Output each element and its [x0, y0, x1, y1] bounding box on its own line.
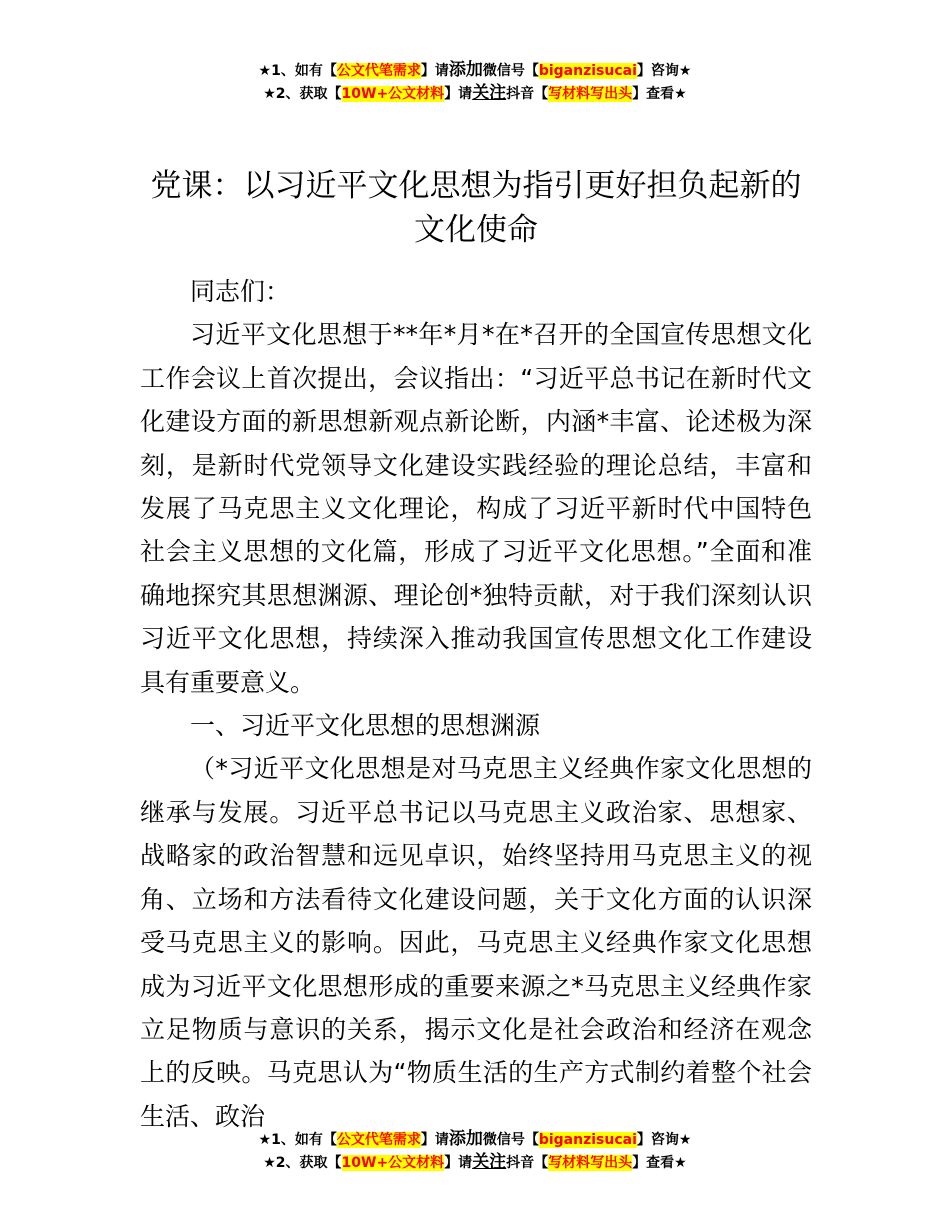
- banner-text: 微信号【: [482, 63, 539, 79]
- banner-emphasis: 关注: [472, 1152, 507, 1172]
- paragraph: （*习近平文化思想是对马克思主义经典作家文化思想的继承与发展。习近平总书记以马克思主义政治家、思想家、战略家的政治智慧和远见卓识，始终坚持用马克思主义的视角、立场和方法看待文化建设问题，关于文化方面的认识深受马克思主义的影响。因此，马克思主义经典作家文化思想成为习近平文化思想形成的重要来源之*马克思主义经典作家立足物质与意识的关系，揭示文化是社会政治和经济在观念上的反映。马克思认为“物质生活的生产方式制约着整个社会生活、政治: [140, 754, 812, 1131]
- banner-highlight: 公文代笔需求: [336, 1132, 421, 1148]
- banner-emphasis: 添加: [448, 1129, 483, 1149]
- section-heading: 一、习近平文化思想的思想渊源: [190, 711, 541, 741]
- banner-text: ★2、获取【: [263, 1155, 342, 1171]
- banner-text: 】请: [444, 1155, 473, 1171]
- banner-highlight: biganzisucai: [538, 1132, 637, 1148]
- banner-text: 】查看★: [632, 86, 687, 102]
- banner-highlight: 10W+公文材料: [341, 1155, 445, 1171]
- banner-highlight: 写材料写出头: [548, 1155, 633, 1171]
- banner-text: 】请: [420, 1132, 449, 1148]
- salutation: 同志们：: [190, 277, 291, 306]
- banner-text: ★2、获取【: [263, 86, 342, 102]
- banner-emphasis: 关注: [472, 83, 507, 103]
- banner-text: ★1、如有【: [258, 1132, 337, 1148]
- document-title: 党课：以习近平文化思想为指引更好担负起新的文化使命: [150, 168, 802, 248]
- banner-text: 】咨询★: [636, 1132, 692, 1148]
- header-banner: [0, 59, 950, 105]
- banner-emphasis: 添加: [448, 60, 483, 80]
- banner-line-1: [0, 59, 950, 82]
- banner-text: 】咨询★: [636, 63, 692, 79]
- banner-highlight: 10W+公文材料: [341, 86, 445, 102]
- banner-text: 微信号【: [482, 1132, 539, 1148]
- banner-highlight: 公文代笔需求: [336, 63, 421, 79]
- banner-text: 】请: [444, 86, 473, 102]
- banner-line-2: [0, 82, 950, 105]
- banner-text: 】请: [420, 63, 449, 79]
- banner-text: ★1、如有【: [258, 63, 337, 79]
- banner-text: 】查看★: [632, 1155, 687, 1171]
- banner-highlight: biganzisucai: [538, 63, 637, 79]
- paragraph: 习近平文化思想于**年*月*在*召开的全国宣传思想文化工作会议上首次提出，会议指出：“习近平总书记在新时代文化建设方面的新思想新观点新论断，内涵*丰富、论述极为深刻，是新时代党领导文化建设实践经验的理论总结，丰富和发展了马克思主义文化理论，构成了习近平新时代中国特色社会主义思想的文化篇，形成了习近平文化思想。”全面和准确地探究其思想渊源、理论创*独特贡献，对于我们深刻认识习近平文化思想，持续深入推动我国宣传思想文化工作建设具有重要意义。: [140, 320, 812, 697]
- banner-line-2: [0, 1151, 950, 1174]
- footer-banner: [0, 1128, 950, 1174]
- banner-text: 抖音【: [506, 86, 549, 102]
- banner-text: 抖音【: [506, 1155, 549, 1171]
- banner-highlight: 写材料写出头: [548, 86, 633, 102]
- banner-line-1: [0, 1128, 950, 1151]
- document-body: [140, 270, 812, 1138]
